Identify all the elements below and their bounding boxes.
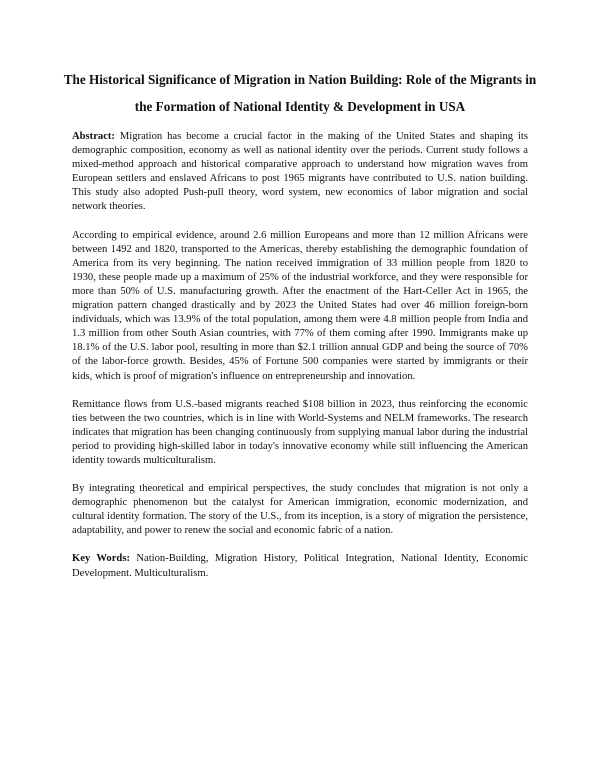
keywords-text: Nation-Building, Migration History, Political Integration, National Identity, Economic Development. Multiculturalism.: [72, 553, 529, 579]
abstract-body: [72, 130, 528, 595]
keywords-label: Key Words:: [72, 553, 130, 565]
body-paragraph-2: Remittance flows from U.S.-based migrants reached $108 billion in 2023, thus reinforcing the economic ties between the two countries, which is in line with World-Systems and NELM frameworks. The research indicates that migration has been changing continuously from supplying manual labor during the industrial period to providing high-skilled labor in today's innovative economy while still influencing the American identity towards multiculturalism.: [72, 398, 528, 466]
body-paragraph-1: According to empirical evidence, around 2.6 million Europeans and more than 12 million Africans were between 1492 and 1820, transported to the Americas, thereby establishing the demographic foundation of America from its very beginning. The nation received immigration of 33 million people from 1820 to 1930, these people made up a maximum of 25% of the industrial workforce, and they were responsible for more than 50% of U.S. manufacturing growth. After the enactment of the Hart-Celler Act in 1965, the migration pattern changed drastically and by 2023 the United States had over 46 million foreign-born individuals, which was 13.9% of the total population, among them were 4.8 million people from India and 1.3 million from other South Asian countries, with 77% of them coming after 1990. Immigrants make up 18.1% of the U.S. labor pool, resulting in more than $2.1 trillion annual GDP and being the source of 70% of the labor-force growth. Besides, 45% of Fortune 500 companies were started by immigrants or their kids, which is proof of migration's influence on entrepreneurship and innovation.: [72, 229, 528, 382]
abstract-label: Abstract:: [72, 131, 115, 142]
abstract-paragraph: [72, 130, 528, 215]
keywords-paragraph: [72, 552, 528, 580]
body-paragraph-3: By integrating theoretical and empirical perspectives, the study concludes that migration is not only a demographic phenomenon but the catalyst for American immigration, economic modernization, and cultural identity formation. The story of the U.S., from its inception, is a story of migration the persistence, adaptability, and power to renew the social and economic fabric of a nation.: [72, 483, 528, 537]
abstract-text: Migration has become a crucial factor in the making of the United States and shaping its demographic composition, economy as well as national identity over the periods. Current study follows a mixed-method approach and historical comparative approach to understand how migration waves from European settlers and enslaved Africans to post 1965 migrants have contributed to U.S. nation building. This study also adopted Push-pull theory, word system, new economics of labor migration and social network theories.: [72, 131, 528, 213]
paper-title: The Historical Significance of Migration in Nation Building: Role of the Migrants in the Formation of National Identity & Development in USA: [63, 72, 537, 114]
